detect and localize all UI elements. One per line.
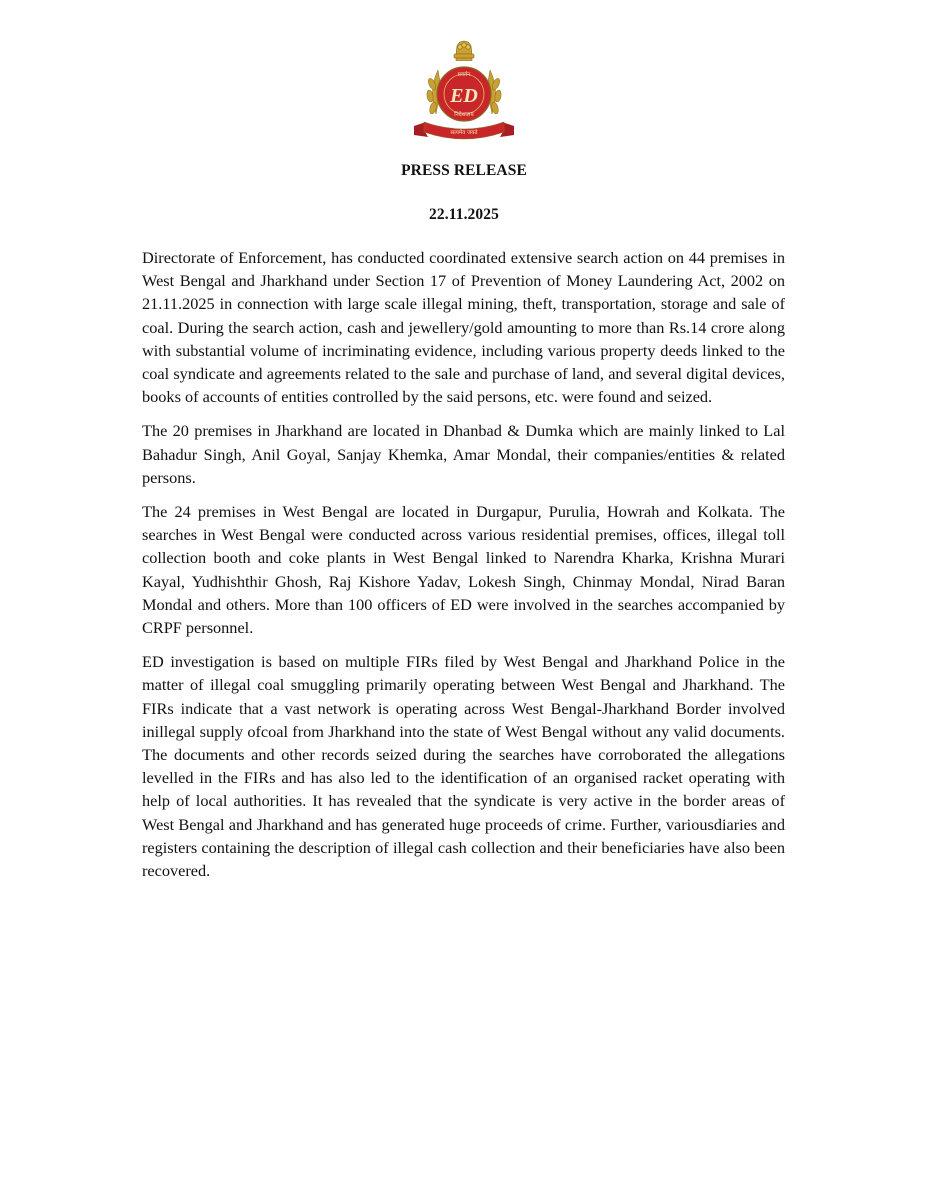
emblem-initials: ED xyxy=(450,85,478,107)
emblem-text-top: प्रवर्तन xyxy=(457,72,471,78)
paragraph-search-action: Directorate of Enforcement, has conducted coordinated extensive search action on 44 premises in West Bengal and Jharkhand under Section 17 of Prevention of Money Laundering Act, 2002 on 21.11.2025 in connection with large scale illegal mining, theft, transportation, storage and sale of coal. During the search action, cash and jewellery/gold amounting to more than Rs.14 crore along with substantial volume of incriminating evidence, including various property deeds linked to the coal syndicate and agreements related to the sale and purchase of land, and several digital devices, books of accounts of entities controlled by the said persons, etc. were found and seized. xyxy=(142,248,785,407)
motto-ribbon xyxy=(414,122,514,139)
ed-emblem-icon xyxy=(408,40,520,144)
page-title: PRESS RELEASE xyxy=(401,162,527,179)
release-date: 22.11.2025 xyxy=(429,206,499,223)
press-release-body xyxy=(142,246,785,893)
motto-text: सत्यमेव जयते xyxy=(450,130,478,136)
emblem-text-bottom: निदेशालय xyxy=(454,112,474,118)
lion-capital-icon xyxy=(454,41,474,61)
paragraph-west-bengal-premises: The 24 premises in West Bengal are located in Durgapur, Purulia, Howrah and Kolkata. The searches in West Bengal were conducted across various residential premises, offices, illegal toll collection booth and coke plants in West Bengal linked to Narendra Kharka, Krishna Murari Kayal, Yudhishthir Ghosh, Raj Kishore Yadav, Lokesh Singh, Chinmay Mondal, Nirad Baran Mondal and others. More than 100 officers of ED were involved in the searches accompanied by CRPF personnel. xyxy=(142,502,785,638)
paragraph-jharkhand-premises: The 20 premises in Jharkhand are located in Dhanbad & Dumka which are mainly linked to Lal Bahadur Singh, Anil Goyal, Sanjay Khemka, Amar Mondal, their companies/entities & related persons. xyxy=(142,421,785,487)
ed-logo xyxy=(408,40,520,144)
paragraph-investigation-basis: ED investigation is based on multiple FIRs filed by West Bengal and Jharkhand Police in the matter of illegal coal smuggling primarily operating between West Bengal and Jharkhand. The FIRs indicate that a vast network is operating across West Bengal-Jharkhand Border involved inillegal supply ofcoal from Jharkhand into the state of West Bengal without any valid documents. The documents and other records seized during the searches have corroborated the allegations levelled in the FIRs and has also led to the identification of an organised racket operating with help of local authorities. It has revealed that the syndicate is very active in the border areas of West Bengal and Jharkhand and has generated huge proceeds of crime. Further, variousdiaries and registers containing the description of illegal cash collection and their beneficiaries have also been recovered. xyxy=(142,652,785,881)
